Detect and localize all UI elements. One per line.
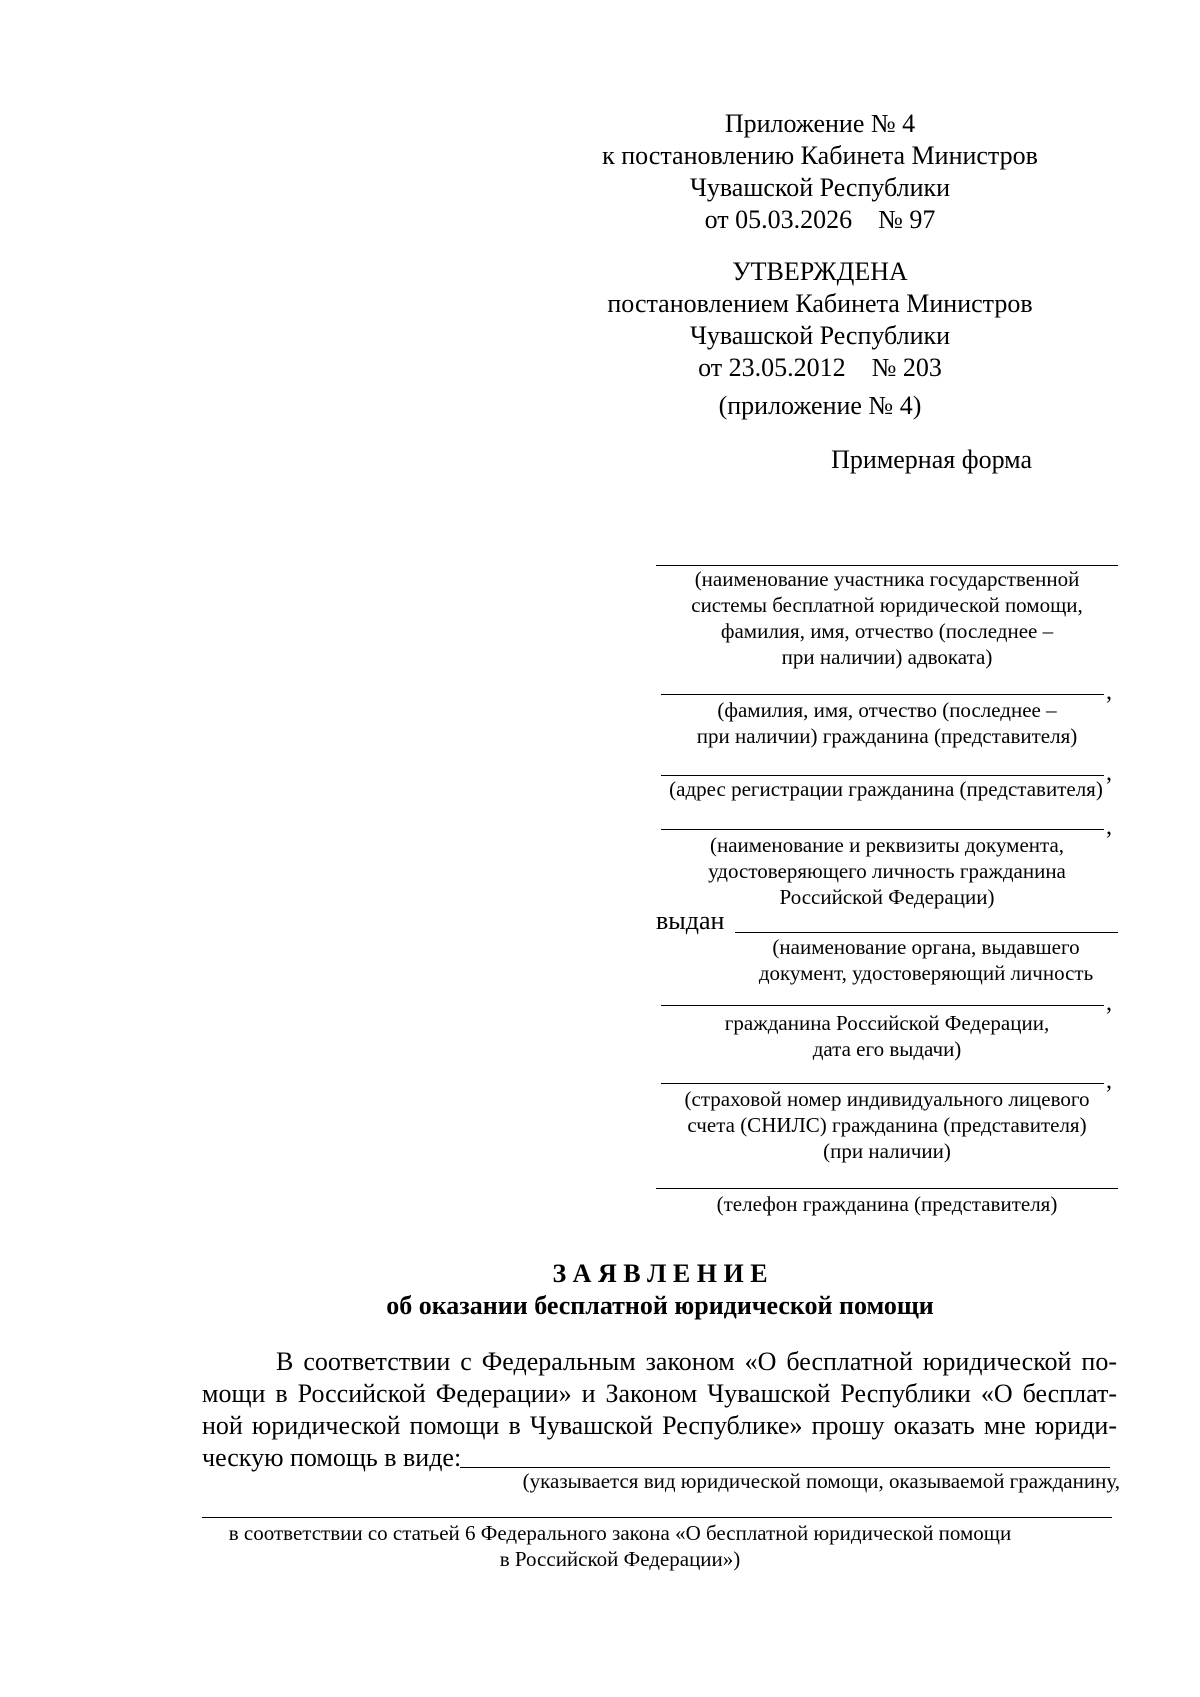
statement-body <box>202 1346 1117 1474</box>
approved-line: постановлением Кабинета Министров <box>607 289 1033 318</box>
help-type-cont-line <box>202 1517 1112 1518</box>
body-line: В соответствии с Федеральным законом «О бесплатной юридической по- <box>276 1347 1117 1376</box>
approved-line: Чувашской Республики <box>689 321 951 350</box>
snils-note <box>656 1086 1118 1164</box>
note-line: дата его выдачи) <box>812 1037 962 1061</box>
issuer-note <box>730 934 1122 986</box>
approved-title: УТВЕРЖДЕНА <box>732 257 908 286</box>
comma: , <box>1106 990 1112 1016</box>
issuer-cont-line <box>661 1005 1104 1006</box>
appendix-line: к постановлению Кабинета Министров <box>602 141 1038 170</box>
note-line: (страховой номер индивидуального лицевого <box>684 1087 1090 1111</box>
statement-title: З А Я В Л Е Н И Е <box>552 1259 768 1288</box>
snils-line <box>661 1083 1104 1084</box>
note-line: (наименование участника государственной <box>694 567 1080 591</box>
sample-form-label: Примерная форма <box>831 445 1032 474</box>
appendix-title: Приложение № 4 <box>724 109 916 138</box>
comma: , <box>1106 760 1112 786</box>
note-line: (наименование и реквизиты документа, <box>709 833 1065 857</box>
issued-label: выдан <box>656 906 725 935</box>
note-line: в Российской Федерации») <box>499 1547 741 1571</box>
citizen-name-note <box>656 697 1118 749</box>
comma: , <box>1106 679 1112 705</box>
phone-note: (телефон гражданина (представителя) <box>716 1192 1058 1216</box>
citizen-name-line <box>661 694 1104 695</box>
note-line: Российской Федерации) <box>779 885 995 909</box>
approved-block <box>600 256 1040 384</box>
body-line: мощи в Российской Федерации» и Законом Чувашской Республики «О бесплат- <box>202 1379 1117 1408</box>
note-line: (фамилия, имя, отчество (последнее – <box>717 698 1057 722</box>
note-line: (наименование органа, выдавшего <box>772 935 1080 959</box>
note-line: фамилия, имя, отчество (последнее – <box>720 619 1054 643</box>
note-line: при наличии) гражданина (представителя) <box>696 724 1078 748</box>
participant-note <box>656 566 1118 670</box>
appendix-date-number: от 05.03.2026 № 97 <box>704 205 936 234</box>
note-line: гражданина Российской Федерации, <box>724 1011 1050 1035</box>
help-type-note: (указывается вид юридической помощи, оказываемой гражданину, <box>522 1469 1120 1493</box>
attachment-ref: (приложение № 4) <box>718 391 922 420</box>
appendix-block <box>600 108 1040 236</box>
note-line: в соответствии со статьей 6 Федерального закона «О бесплатной юридической помощи <box>228 1521 1012 1545</box>
note-line: при наличии) адвоката) <box>781 645 993 669</box>
issuer-note-cont <box>656 1010 1118 1062</box>
note-line: системы бесплатной юридической помощи, <box>691 593 1083 617</box>
address-note: (адрес регистрации гражданина (представителя) <box>669 777 1103 801</box>
document-line <box>661 829 1104 830</box>
issuer-line <box>735 932 1118 933</box>
approved-date-number: от 23.05.2012 № 203 <box>698 353 942 382</box>
document-note <box>656 832 1118 910</box>
note-line: документ, удостоверяющий личность <box>758 961 1094 985</box>
phone-line <box>656 1188 1118 1189</box>
appendix-line: Чувашской Республики <box>689 173 951 202</box>
law-ref-note <box>160 1520 1080 1572</box>
comma: , <box>1106 1068 1112 1094</box>
note-line: удостоверяющего личность гражданина <box>708 859 1066 883</box>
body-last-line: ческую помощь в виде: <box>202 1443 462 1472</box>
note-line: счета (СНИЛС) гражданина (представителя) <box>687 1113 1087 1137</box>
comma: , <box>1106 814 1112 840</box>
body-line: ной юридической помощи в Чувашской Республике» прошу оказать мне юриди- <box>202 1411 1117 1440</box>
note-line: (при наличии) <box>823 1139 951 1163</box>
statement-subtitle: об оказании бесплатной юридической помощи <box>386 1291 934 1320</box>
